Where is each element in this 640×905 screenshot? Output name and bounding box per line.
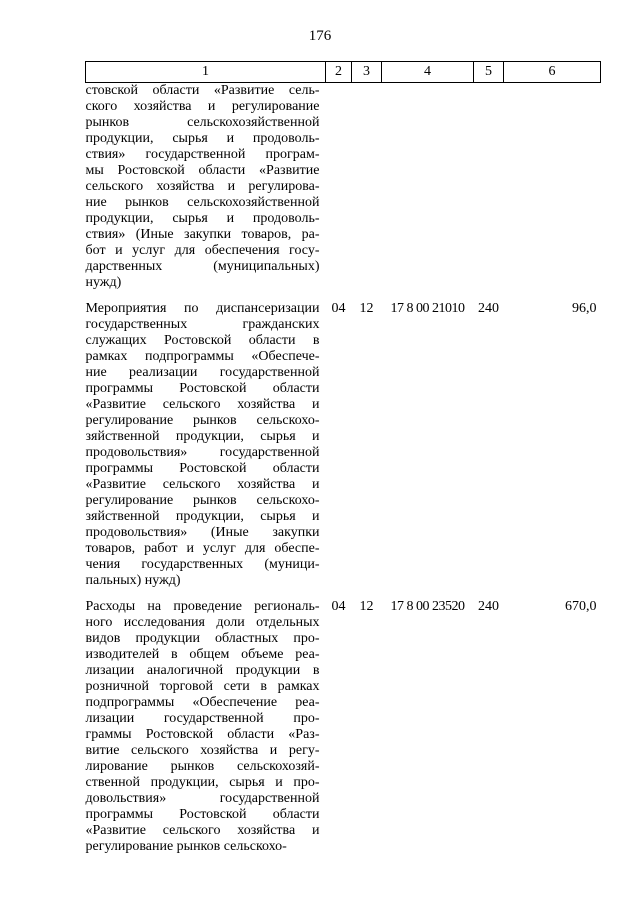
header-col-5: 5 — [474, 62, 504, 83]
row-target-code: 17 8 00 21010 — [390, 301, 465, 316]
name-line: изводителей в общем объеме реа- — [85, 647, 320, 662]
row-target-code: 17 8 00 23520 — [390, 599, 465, 614]
row-section: 04 — [331, 599, 346, 614]
row-subsection: 12 — [359, 599, 374, 614]
row-section: 04 — [331, 301, 346, 316]
name-line: чения государственных (муници- — [85, 557, 320, 572]
name-line: регулирование рынков сельскохо- — [85, 493, 320, 508]
name-line: стовской области «Развитие сель- — [85, 83, 320, 98]
name-line: зяйственной продукции, сырья и — [85, 509, 320, 524]
name-line: Расходы на проведение региональ- — [85, 599, 320, 614]
name-line: розничной торговой сети в рамках — [85, 679, 320, 694]
header-col-2: 2 — [326, 62, 352, 83]
name-line: видов продукции областных про- — [85, 631, 320, 646]
table-row — [86, 599, 601, 855]
name-line: программы Ростовской области — [85, 381, 320, 396]
row-section — [326, 83, 352, 302]
row-expense-type — [474, 83, 504, 302]
row-amount: 96,0 — [572, 301, 597, 316]
header-row — [86, 62, 601, 83]
name-line: «Развитие сельского хозяйства и — [85, 823, 320, 838]
row-name — [86, 599, 326, 855]
name-line: ствия» (Иные закупки товаров, ра- — [85, 227, 320, 242]
name-line: довольствия» государственной — [85, 791, 320, 806]
name-line: лизации государственной про- — [85, 711, 320, 726]
name-line: программы Ростовской области — [85, 807, 320, 822]
name-line: Мероприятия по диспансеризации — [85, 301, 320, 316]
name-line: программы Ростовской области — [85, 461, 320, 476]
name-line: «Развитие сельского хозяйства и — [85, 397, 320, 412]
table-row — [86, 83, 601, 302]
name-line: зяйственной продукции, сырья и — [85, 429, 320, 444]
header-col-4: 4 — [382, 62, 474, 83]
row-name — [86, 301, 326, 599]
name-line: продукции, сырья и продоволь- — [85, 131, 320, 146]
page-number: 176 — [308, 28, 332, 44]
row-expense-type: 240 — [478, 599, 499, 614]
name-line: лизации аналогичной продукции в — [85, 663, 320, 678]
budget-table — [85, 61, 601, 855]
name-line: товаров, работ и услуг для обеспе- — [85, 541, 320, 556]
name-line: дарственных (муниципальных) — [85, 259, 320, 274]
name-line: ствия» государственной програм- — [85, 147, 320, 162]
name-line: нужд) — [85, 275, 122, 290]
name-line: ственной продукции, сырья и про- — [85, 775, 320, 790]
name-line: рынков сельскохозяйственной — [85, 115, 320, 130]
name-line: продовольствия» государственной — [85, 445, 320, 460]
name-line: регулирование рынков сельскохо- — [85, 413, 320, 428]
name-line: пальных) нужд) — [85, 573, 181, 588]
name-line: граммы Ростовской области «Раз- — [85, 727, 320, 742]
name-line: ние реализации государственной — [85, 365, 320, 380]
name-line: рамках подпрограммы «Обеспече- — [85, 349, 320, 364]
name-line: регулирование рынков сельскохо- — [85, 839, 287, 854]
name-line: ние рынков сельскохозяйственной — [85, 195, 320, 210]
name-line: лирование рынков сельскохозяй- — [85, 759, 320, 774]
name-line: подпрограммы «Обеспечение реа- — [85, 695, 320, 710]
row-expense-type: 240 — [478, 301, 499, 316]
name-line: ного исследования доли отдельных — [85, 615, 320, 630]
row-subsection: 12 — [359, 301, 374, 316]
table-row — [86, 301, 601, 599]
row-name — [86, 83, 326, 302]
name-line: ского хозяйства и регулирование — [85, 99, 320, 114]
name-line: витие сельского хозяйства и регу- — [85, 743, 320, 758]
name-line: продукции, сырья и продоволь- — [85, 211, 320, 226]
row-amount — [504, 83, 601, 302]
table-header — [86, 62, 601, 83]
name-line: бот и услуг для обеспечения госу- — [85, 243, 320, 258]
name-line: мы Ростовской области «Развитие — [85, 163, 320, 178]
name-line: сельского хозяйства и регулирова- — [85, 179, 320, 194]
row-target-code — [382, 83, 474, 302]
table-body — [86, 83, 601, 856]
name-line: «Развитие сельского хозяйства и — [85, 477, 320, 492]
header-col-3: 3 — [352, 62, 382, 83]
name-line: государственных гражданских — [85, 317, 320, 332]
header-col-1: 1 — [86, 62, 326, 83]
name-line: служащих Ростовской области в — [85, 333, 320, 348]
row-amount: 670,0 — [565, 599, 597, 614]
row-subsection — [352, 83, 382, 302]
name-line: продовольствия» (Иные закупки — [85, 525, 320, 540]
header-col-6: 6 — [504, 62, 601, 83]
